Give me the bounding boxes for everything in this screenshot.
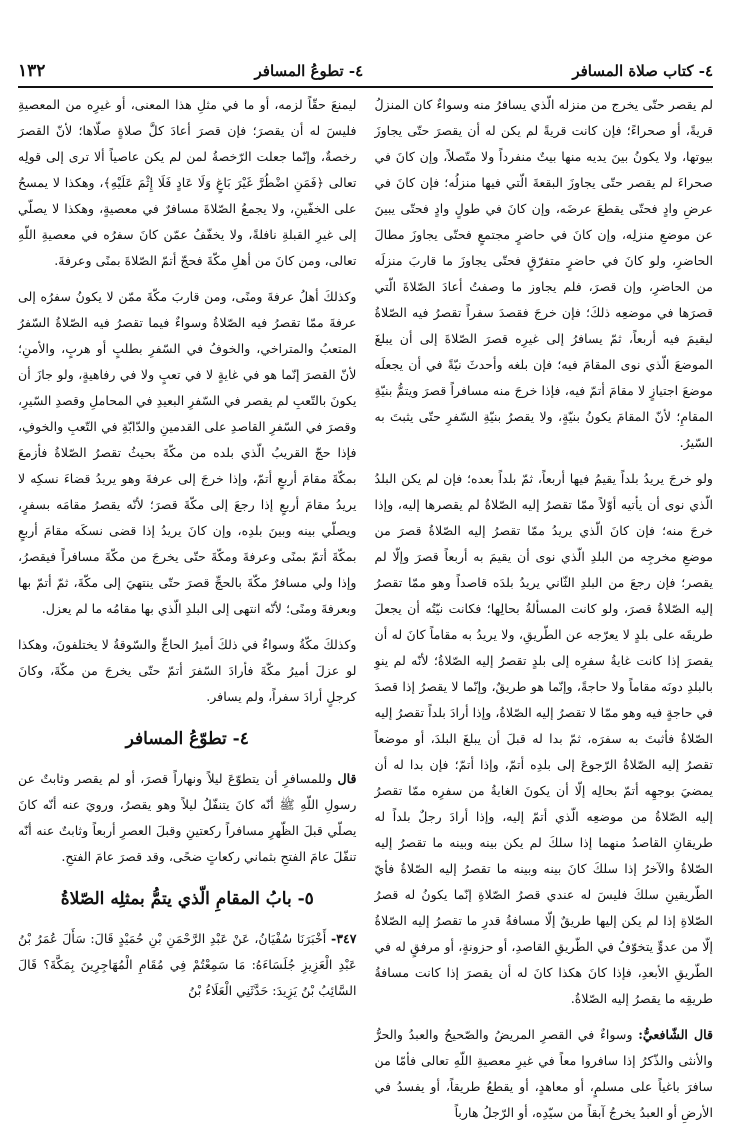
section-running-title: ٤- تطوعُ المسافر bbox=[254, 62, 364, 80]
hadith-number: ٣٤٧- bbox=[330, 931, 357, 946]
paragraph: وكذلكَ مكّةُ وسواءٌ في ذلكَ أميرُ الحاجِّ والسّوقةُ لا يختلفونَ، وهكذا لو عزلَ أميرُ مكّةَ فأرادَ السّفرَ أتمّ حتّى يخرجَ من مكّةَ، وكانَ كرجلٍ أرادَ سفراً، ولم يسافر. bbox=[18, 637, 357, 704]
header-rule bbox=[18, 86, 713, 88]
paragraph: ولو خرجَ يريدُ بلداً يقيمُ فيها أربعاً، ثمّ بلداً بعده؛ فإن لم يكن البلدُ الّذي نوى أن يأتيه أوّلاً ممّا تقصرُ إليه الصّلاةُ لم يقصرها إليه، وإذا خرجَ منه؛ فإن كانَ الّذي يريدُ ممّا تقصرُ إليه الصّلاةُ قصرَ من موضعِ مخرجِه من البلدِ الّذي نوى أن يقيمَ به أربعاً قصرَ وإلّا لم يقصر؛ فإن رجعَ من البلدِ الثّاني يريدُ بلدَه قاصداً وهو ممّا تقصرُ إليه الصّلاةُ قصرَ، ولو كانت المسألةُ بحالِها؛ فكانت نيّتُه أن يجعلَ طريقَه على بلدٍ لا يعرّجه عن الطّريقِ، ولا يريدُ به مقاماً كانَ له أن يقصرَ إذا كانت غايةُ سفرِه إلى بلدٍ تقصرُ إليه الصّلاةُ؛ لأنّه لم ينوِ بالبلدِ دونَه مقاماً ولا حاجةً، وإنّما هو طريقٌ، وإنّما لا يقصرُ إذا قصدَ في حاجةٍ فيه وهو ممّا لا تقصرُ إليه الصّلاةُ، وإذا أرادَ بلداً تقصرُ إليه الصّلاةُ فأثبتَ به سفرَه، ثمّ بدا له قبلَ أن يبلغَ البلدَ، أو موضعاً تقصرُ إليه الصّلاةُ الرّجوعَ إلى بلدِه أتمّ، وإذا أتمّ؛ فإن بدا له أن يمضيَ بوجهِه أتمّ بحالِه إلّا أن يكونَ الغايةُ من سفرِه ممّا تقصرُ إليه الصّلاةُ من موضعِه الّذي أتمّ إليه، وإذا أرادَ رجلٌ بلداً له طريقانِ القاصدُ منهما إذا سلكَ لم يكن بينه وبينه ما تقصرُ إليه الصّلاةُ والآخرُ إذا سلكَ كانَ بينه وبينه ما تقصرُ إليه الصّلاةُ فأيّ الطّريقينِ سلكَ فليسَ له عندي قصرُ الصّلاةِ إنّما يكونُ له قصرُ الصّلاةِ إذا لم يكن إليها طريقٌ إلّا مسافةُ قدرِ ما تقصرُ إليه الصّلاةُ إلّا من عدوٍّ يتخوّفُ في الطّريقِ القاصدِ، أو حزونةٍ، أو مرفقٍ له في الطّريقِ الأبعدِ، فإذا كانَ هكذا كانَ له أن يقصرَ إذا كانت مسافةُ طريقِه ما يقصرُ إليه الصّلاةُ. bbox=[374, 471, 713, 1006]
hadith-text: أَخْبَرَنَا سُفْيَانُ، عَنْ عَبْدِ الرَّحْمَنِ بْنِ حُمَيْدٍ قَالَ: سَأَلَ عُمَرُ بْنُ عَبْدِ الْعَزِيزِ جُلَسَاءَهُ: مَا سَمِعْتُمْ فِي مُقَامِ الْمُهَاجِرِينَ بِمَكَّةَ؟ قَالَ السَّائِبُ بْنُ يَزِيدَ: حَدَّثَنِي الْعَلَاءُ بْنُ bbox=[18, 931, 357, 998]
speaker-lead: قال الشّافعيُّ: bbox=[638, 1027, 713, 1042]
left-column bbox=[18, 92, 357, 1102]
page-number: ١٣٢ bbox=[18, 61, 46, 81]
speaker-lead: قال bbox=[337, 771, 357, 786]
paragraph: ليمنعَ حقّاً لزمه، أو ما في مثلِ هذا المعنى، أو غيرِه من المعصيةِ فليسَ له أن يقصرَ؛ فإن قصرَ أعادَ كلَّ صلاةٍ صلّاها؛ لأنّ القصرَ رخصةٌ، وإنّما جعلت الرّخصةُ لمن لم يكن عاصياً ألا ترى إلى قولِه تعالى ﴿فَمَنِ اضْطُرَّ غَيْرَ بَاغٍ وَلَا عَادٍ فَلَا إِثْمَ عَلَيْهِ﴾، وهكذا لا يمسحُ على الخفّينِ، ولا يجمعُ الصّلاةَ مسافرٌ في معصيةٍ، وهكذا لا يصلّي إلى غيرِ القبلةِ نافلةً، ولا يخفّفُ عمّن كانَ سفرُه في معصيةِ اللّهِ تعالى، ومن كانَ من أهلِ مكّةَ فحجّ أتمّ الصّلاةَ بمنًى وعرفةَ. bbox=[18, 97, 357, 268]
text-columns bbox=[18, 92, 713, 1120]
section-heading: ٤- تطوّعُ المسافر bbox=[125, 729, 249, 749]
paragraph bbox=[375, 1022, 714, 1126]
paragraph-text: وسواءٌ في القصرِ المريضُ والصّحيحُ والعبدُ والحرُّ والأنثى والذّكرُ إذا سافروا معاً في غيرِ معصيةِ اللّهِ تعالى فأمّا من سافرَ باغياً على مسلمٍ، أو معاهدٍ، أو يقطعُ طريقاً، أو يفسدُ في الأرضِ أو العبدُ يخرجُ آبقاً من سيّدِه، أو الرّجلُ هارباً bbox=[374, 1027, 713, 1120]
page-header bbox=[18, 58, 713, 84]
paragraph: لم يقصر حتّى يخرج من منزله الّذي يسافرُ منه وسواءٌ كان المنزلُ قريةً، أو صحراءً؛ فإن كانت قريةً لم يكن له أن يقصرَ حتّى يجاوزَ بيوتها، ولا يكونُ بينَ يديه منها بيتٌ منفرداً ولا متّصلاً، وإن كانَ في صحراءَ لم يقصر حتّى يجاوزَ البقعةَ الّتي فيها منزلُه؛ فإن كانَ في عرضِ وادٍ فحتّى يقطعَ عرضَه، وإن كانَ في طولٍ وادٍ فحتّى يبينَ عن موضعِ منزلِه، وإن كانَ في حاضرٍ مجتمعٍ فحتّى يجاوزَ مطالَ الحاضرِ، ولو كانَ في حاضرٍ متفرّقٍ فحتّى يجاوزَ ما قاربَ منزلَه من الحاضرِ، وإن قصرَ، فلم يجاوز ما وصفتُ أعادَ الصّلاةَ الّتي قصرَها في موضعِه ذلكَ؛ فإن خرجَ فقصدَ سفراً تقصرُ فيه الصّلاةُ ليقيمَ فيه أربعاً، ثمّ يسافرُ إلى غيرِه قصرَ الصّلاةَ إلى أن يبلغَ الموضعَ الّذي نوى المقامَ فيه؛ فإن بلغه وأحدثَ نيّةً في أن يجعلَه موضعَ اجتيازٍ لا مقامَ أتمّ فيه، فإذا خرجَ منه مسافراً قصرَ ويتمُّ بنيّةِ المقامِ؛ لأنّ المقامَ يكونُ بنيّةٍ، ولا يقصرُ بنيّةِ السّفرِ حتّى يثبتَ به السّيرُ. bbox=[374, 97, 713, 450]
right-column bbox=[374, 92, 714, 1120]
chapter-title: ٤- كتاب صلاة المسافر bbox=[572, 62, 713, 80]
paragraph-text: وللمسافرِ أن يتطوّعَ ليلاً ونهاراً قصرَ، أو لم يقصر وثابتٌ عن رسولِ اللّهِ ﷺ أنّه كانَ يتنفّلُ ليلاً وهو يقصرُ، ورويَ عنه أنّه كانَ يصلّي قبلَ الظّهرِ مسافراً ركعتينِ وقبلَ العصرِ أربعاً وثابتٌ عنه أنّه تنفّلَ عامَ الفتحِ بثماني ركعاتٍ ضحًى، وقد قصرَ عامَ الفتحِ. bbox=[18, 771, 357, 864]
paragraph: وكذلكَ أهلُ عرفةَ ومنًى، ومن قاربَ مكّةَ ممّن لا يكونُ سفرُه إلى عرفةَ ممّا تقصرُ فيه الصّلاةُ وسواءٌ فيما تقصرُ فيه الصّلاةُ السّفرُ المتعبُ والمتراخي، والخوفُ في السّفرِ بطلبٍ أو هربٍ، والأمنِ؛ لأنّ القصرَ إنّما هو في غايةٍ لا في تعبٍ ولا في رفاهيةٍ، ولو جازَ أن يكونَ بالتّعبِ لم يقصر في السّفرِ البعيدِ في المحاملِ وقصدِ السّيرِ، وقصرَ في السّفرِ القاصدِ على القدمينِ والدّابّةِ في التّعبِ والخوفِ، فإذا حجّ القريبُ الّذي بلده من مكّةَ بحيثُ تقصرُ الصّلاةُ فأزمعَ بمكّةَ مقامَ أربعٍ أتمّ، وإذا خرجَ إلى عرفةَ وهو يريدُ قضاءَ نسكِه لا يريدُ مقامَ أربعٍ إذا رجعَ إلى مكّةَ قصرَ؛ لأنّه يقصرُ مقامَه بسفرٍ، ويصلّي بينه وبينَ بلدِه، وإن كانَ يريدُ إذا قضى نسكَه مقامَ أربعٍ بمكّةَ أتمّ بمنًى وعرفةَ ومكّةَ حتّى يخرجَ من مكّةَ مسافراً فيقصرُ، وإذا ولي مسافرٌ مكّةَ بالحجِّ قصرَ حتّى ينتهيَ إلى مكّةَ، ثمّ أتمّ بها وبعرفةَ ومنًى؛ لأنّه انتهى إلى البلدِ الّذي بها مقامُه ما لم يعزل. bbox=[18, 289, 357, 616]
paragraph bbox=[18, 766, 357, 870]
hadith-paragraph bbox=[18, 926, 357, 1004]
section-heading: ٥- بابُ المقامِ الّذي يتمُّ بمثلِه الصّلاةُ bbox=[60, 889, 314, 909]
